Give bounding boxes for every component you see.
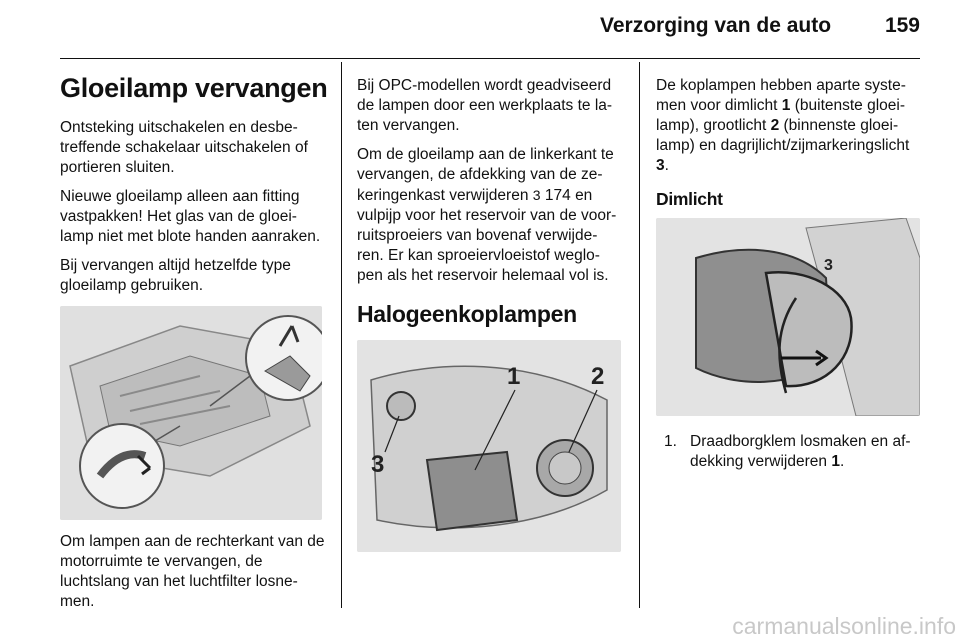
- step-number: 1.: [664, 433, 677, 450]
- paragraph: Om lampen aan de rechterkant van de motorruimte te vervangen, de luchtslang van het luchtfilter losne-men.: [60, 533, 325, 610]
- item-ref: 1: [831, 453, 840, 470]
- list-item: [656, 432, 924, 472]
- section-heading: Dimlicht: [656, 189, 723, 209]
- paragraph: Ontsteking uitschakelen en desbe-treffende schakelaar uitschakelen of portieren sluiten.: [60, 119, 308, 176]
- page-number: 159: [884, 14, 920, 37]
- paragraph-text: en vulpijp voor het reservoir van de voor-ruitsproeiers van bovenaf verwijde-ren. Er kan sproeiervloeistof weglo-pen als het reservoir helemaal vol is.: [357, 187, 617, 284]
- column-2: [357, 76, 624, 564]
- paragraph: [357, 145, 624, 286]
- headlamp-illustration: [357, 340, 621, 552]
- paragraph: Bij OPC-modellen wordt geadviseerd de lampen door een werkplaats te la-ten vervangen.: [357, 77, 613, 134]
- watermark: carmanualsonline.info: [732, 613, 956, 639]
- column-3: [656, 76, 924, 472]
- paragraph: Nieuwe gloeilamp alleen aan fitting vastpakken! Het glas van de gloei-lamp niet met blote handen aanraken.: [60, 188, 321, 245]
- column-divider-1: [341, 62, 342, 608]
- paragraph: Bij vervangen altijd hetzelfde type gloeilamp gebruiken.: [60, 257, 291, 294]
- figure-callout: 1: [507, 363, 521, 390]
- low-beam-cover-illustration: [656, 218, 920, 416]
- paragraph-text: De koplampen hebben aparte syste-men voor dimlicht: [656, 77, 906, 114]
- paragraph-text: .: [664, 157, 669, 174]
- running-header-title: Verzorging van de auto: [600, 14, 832, 37]
- item-ref: 2: [770, 117, 780, 134]
- section-heading: Halogeenkoplampen: [357, 301, 577, 327]
- engine-bay-illustration: [60, 306, 322, 520]
- page-ref[interactable]: 174: [544, 187, 571, 204]
- column-divider-2: [639, 62, 640, 608]
- paragraph-text: (binnenste gloei-lamp) en dagrijlicht/zijmarkeringslicht: [656, 117, 910, 154]
- page-ref-arrow: 3: [532, 187, 541, 203]
- column-1: [60, 72, 328, 621]
- header-rule: [60, 58, 920, 59]
- item-ref: 3: [656, 157, 665, 174]
- paragraph: [656, 76, 924, 176]
- paragraph-text: (buitenste gloei-lamp), grootlicht: [656, 97, 906, 134]
- section-heading: Gloeilamp vervangen: [60, 73, 328, 103]
- figure-callout: 2: [591, 363, 605, 390]
- step-text: Draadborgklem losmaken en af-dekking verwijderen: [690, 433, 911, 470]
- figure-callout: 3: [824, 257, 833, 274]
- figure-callout: 3: [371, 451, 385, 478]
- paragraph-text: Om de gloeilamp aan de linkerkant te vervangen, de afdekking van de ze-keringenkast verwijderen: [357, 146, 614, 204]
- item-ref: 1: [781, 97, 791, 114]
- step-text-wrap: [690, 432, 924, 472]
- step-text: .: [839, 453, 845, 470]
